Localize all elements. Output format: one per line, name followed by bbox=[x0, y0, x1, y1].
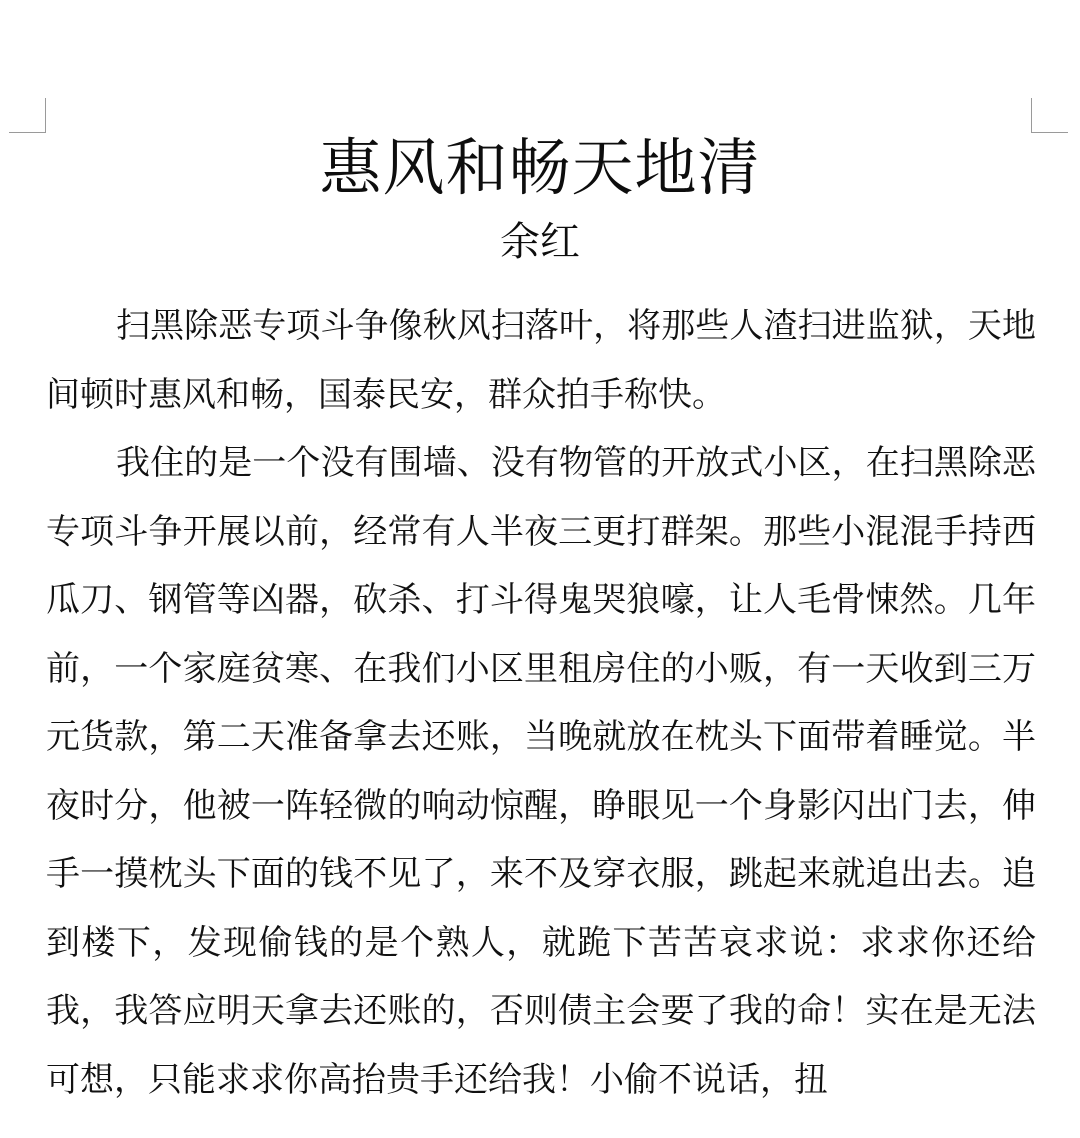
article-title: 惠风和畅天地清 bbox=[319, 131, 761, 204]
article-body bbox=[46, 292, 1036, 1114]
paragraph-1: 扫黑除恶专项斗争像秋风扫落叶，将那些人渣扫进监狱，天地间顿时惠风和畅，国泰民安，群众拍手称快。 bbox=[46, 306, 1036, 415]
paragraph-2: 我住的是一个没有围墙、没有物管的开放式小区，在扫黑除恶专项斗争开展以前，经常有人半夜三更打群架。那些小混混手持西瓜刀、钢管等凶器，砍杀、打斗得鬼哭狼嚎，让人毛骨悚然。几年前，一个家庭贫寒、在我们小区里租房住的小贩，有一天收到三万元货款，第二天准备拿去还账，当晚就放在枕头下面带着睡觉。半夜时分，他被一阵轻微的响动惊醒，睁眼见一个身影闪出门去，伸手一摸枕头下面的钱不见了，来不及穿衣服，跳起来就追出去。追到楼下，发现偷钱的是个熟人，就跪下苦苦哀求说：求求你还给我，我答应明天拿去还账的，否则债主会要了我的命！实在是无法可想，只能求求你高抬贵手还给我！小偷不说话，扭 bbox=[46, 443, 1036, 1100]
article-author: 余红 bbox=[500, 219, 580, 265]
